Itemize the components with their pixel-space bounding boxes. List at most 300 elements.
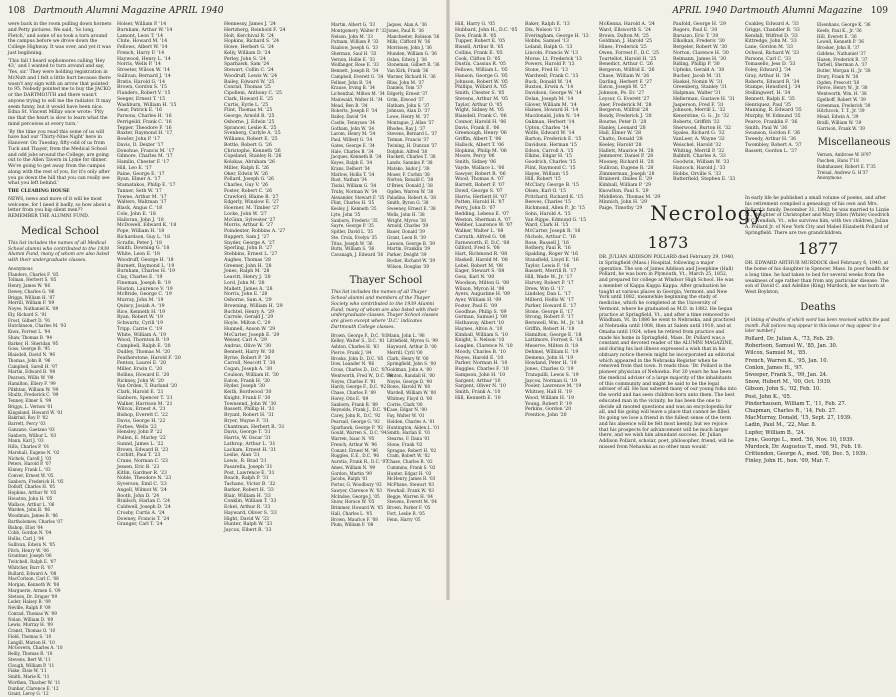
contributor-name: Stevens, Bernard L. '37 <box>387 131 438 137</box>
contributor-name: Parsons, Carl C. '33 <box>745 56 791 62</box>
contributor-name: Davidson, George W. '14 <box>525 91 582 96</box>
contributor-name: Locke, John W. '27 <box>224 211 267 217</box>
contributor-name: Cross, Charles D., D.C. '87 <box>331 367 388 372</box>
contributor-name: Hamilton, George E. '18 <box>525 332 582 338</box>
contributor-name: Manchester, Robison '36 <box>387 33 440 39</box>
contributor-name: Haywood, Henry L. '14 <box>117 56 171 62</box>
contributor-name: Poindexter, Robbins A. '27 <box>224 229 286 234</box>
contributor-name: Mead, Edwin A. '39 <box>817 114 859 119</box>
contributor-name: Dix, Nelson '13 <box>525 27 561 33</box>
contributor-name: Drury, Frank W. '38 <box>817 73 859 79</box>
contributor-name: Carruth, Alfred G. '08 <box>455 234 506 240</box>
contributor-name: Coakley, Edward A. '33 <box>745 22 799 27</box>
contributor-name: Keeley, Harold '28 <box>599 142 642 148</box>
contributor-name: Warner, Richard H. '36 <box>387 73 436 79</box>
contributor-name: Pollard, Joseph G. '26 <box>224 177 274 183</box>
contributor-name: Bourne, Peter D. '28 <box>599 119 647 125</box>
miscellaneous-name: Vernon, Ambrose W. H'97 <box>817 152 872 158</box>
contributor-name: Pierce, Henry W., Jr. '38 <box>817 85 868 91</box>
contributor-name: Woodruff, George H. '18 <box>117 257 174 263</box>
contributor-name: Hollis, Carl J. '04 <box>8 536 44 541</box>
contributor-name: Washburn, William H. '15 <box>117 102 177 108</box>
contributor-name: Larom, Henry M. '34 <box>331 131 376 137</box>
contributor-name: Bryant, Robert H. '31 <box>224 413 275 418</box>
contributor-name: Lewis, Murray H. '09 <box>8 622 53 628</box>
obituary-pollard-continued: In early life he published a small volume of poems, and after his retirement compiled a genealogy of his own and Mrs. Pollard's family. December 31, 1882, he was married to Lizzie M., daughter of Christopher and Mary Ellen (White) Goodrich of Cavendish, Vt., who survives him, with two children, Julian A. Pollard Jr. of New York City and Mabel Elizabeth Pollard of Springfield. There are two grandchildren. <box>745 196 890 236</box>
contributor-name: Taylor, Arthur O. '05 <box>455 102 503 108</box>
contributor-name: Coulson, William H. '30 <box>224 372 279 378</box>
contributor-name: Fenn, Harry '05 <box>387 516 421 522</box>
contributor-name: Buchtel, Henry A. '29 <box>224 309 275 315</box>
contributor-name: Bennett, Ralph E. '35 <box>745 96 795 102</box>
contributor-name: Reynolds, Frank J., D.C. '91 <box>331 407 390 413</box>
contributor-name: Leslie, Alan '31 <box>224 453 260 459</box>
contributor-name: Smith, Byron G. '38 <box>387 200 429 206</box>
contributor-name: Bondy, Frederick J. '28 <box>599 114 652 119</box>
contributor-name: Foster, Paul E. '09 <box>455 303 498 309</box>
contributor-name: Harvey, Robert P. '17 <box>525 280 574 286</box>
contributor-name: Sanborn, Frederick H. '05 <box>8 478 64 484</box>
contributor-name: Kingsland, Howard W. '01 <box>8 409 63 415</box>
contributor-name: Cobb, Gordon N. '04 <box>8 530 52 536</box>
contributor-name: Riding, Phillip P. '30 <box>673 62 720 68</box>
contributor-name: Morrissey, John J. '36 <box>387 45 432 50</box>
year-heading-1877: 1877 <box>797 239 839 259</box>
contributor-name: Nichols, Caroll J. '03 <box>8 455 52 461</box>
death-entry: Wilcox, Samuel M., '85. <box>745 350 808 357</box>
contributor-name: Glover, William M. '14 <box>525 102 577 108</box>
contributor-name: Martin, Edward B. '98 <box>8 369 56 375</box>
contributor-name: Jones, Ralph M. '28 <box>224 269 270 275</box>
contributor-name: Bowler, John P. '17 <box>117 137 161 142</box>
contributor-name: Cook, Clifton D. '05 <box>455 56 501 62</box>
miscellaneous-name: Anonymous <box>817 175 842 181</box>
contributor-name: Lamont, Leon T. '14 <box>117 33 164 39</box>
contributor-name: Everingham, George H. '13 <box>525 33 589 39</box>
contributor-name: McGinn, Sylvester '27 <box>224 217 276 223</box>
right-column-d <box>673 22 741 183</box>
contributor-name: Oker, Edwin W. '26 <box>224 171 268 177</box>
contributor-name: Hill, Robert '15 <box>525 177 561 183</box>
contributor-name: Wallace, Arthur L. '06 <box>8 501 55 507</box>
contributor-name: Oslan, Edwin J. '36 <box>387 56 427 62</box>
contributor-name: Wood, Thornton B. '19 <box>117 338 170 344</box>
contributor-name: Hanson, George G. '05 <box>455 73 508 79</box>
contributor-name: Bishop, Eliot '04 <box>8 524 43 530</box>
contributor-name: Moody, Charles B. '10 <box>455 349 506 355</box>
contributor-name: Flanders, Charles F. '85 <box>8 271 59 277</box>
contributor-name: Townsend, John W. '30 <box>224 401 277 407</box>
contributor-name: Brooker, John R. '37 <box>817 45 860 50</box>
contributor-name: Schwartz, Cyrill '19 <box>117 321 164 326</box>
contributor-name: Goldman, J. Harold '25 <box>599 39 652 45</box>
contributor-name: Pearsall, George G. '92 <box>331 418 380 424</box>
contributor-name: Burnham, Charles H. '19 <box>117 269 175 275</box>
contributor-name: Rust, Nathan '34 <box>331 177 367 183</box>
contributor-name: Carey, John R., D.C. '92 <box>331 413 381 418</box>
contributor-name: Fay, Walter W. '01 <box>387 413 425 418</box>
contributor-name: Hills, Charles P. '01 <box>8 444 50 449</box>
contributor-name: Ayer, William H. '09 <box>455 298 502 303</box>
contributor-name: Warren, Isaac N. '95 <box>331 436 375 441</box>
contributor-name: Upfeiks, Gerald A. '30 <box>673 68 725 73</box>
contributor-name: Hamilton, Ellery F. '99 <box>8 380 56 386</box>
contributor-name: Haynes, Alton A. '10 <box>455 326 503 332</box>
contributor-name: Granger, Carl T. '24 <box>117 522 163 528</box>
contributor-name: Hazen, Frederick R. '37 <box>817 56 868 62</box>
contributor-name: Stewart, Collin C. '24 <box>224 68 274 73</box>
contributor-name: Kesley, J. Kenneth '35 <box>331 206 377 211</box>
contributor-name: Morse, Lt. Frederick '13 <box>525 56 582 62</box>
contributor-name: Fineman, Joseph B. '19 <box>117 280 171 286</box>
contributor-name: Gear, Patrick E. '16 <box>117 108 163 114</box>
contributor-name: Howe, Herbert G. '24 <box>224 45 274 50</box>
contributor-name: Macdonald, John N. '14 <box>525 114 580 119</box>
contributor-name: Peters, Harold P. '07 <box>8 461 52 467</box>
contributor-name: Ames, William N. '99 <box>331 464 376 470</box>
contributor-name: Lathrop, Arthur L. '31 <box>224 441 276 447</box>
contributor-name: Sampson, John H. '10 <box>455 372 506 378</box>
contributor-name: Sayre, George P. '35 <box>331 223 374 229</box>
contributor-name: Hardy, George F., D.C. '92 <box>331 384 387 390</box>
contributor-name: Hellerman, Gustave H. '31 <box>673 96 735 102</box>
contributor-name: Miller, Erwin C. '20 <box>117 367 163 372</box>
death-entry: French, Warren K., '95, Jan. 10. <box>745 357 829 364</box>
contributor-name: Jones, Paul R. '36 <box>387 27 424 33</box>
contributor-name: Lowell, Kenneth P. '36 <box>817 39 864 45</box>
contributor-name: Smith, Paul W. '36 <box>745 125 788 131</box>
contributor-name: Flint, Raymond C. '15 <box>525 165 576 171</box>
contributor-name: Sprague, Robert H. '02 <box>387 447 437 453</box>
contributor-name: Egelhoff, Robert W. '39 <box>817 96 866 102</box>
contributor-name: Merrill, Cyril '00 <box>387 349 423 355</box>
contributor-name: Dewey, Charles G. '86 <box>8 288 55 294</box>
right-page-number: 109 <box>870 6 888 16</box>
contributor-name: Burnham, Arthur W. '14 <box>117 27 173 33</box>
contributor-name: Stevens, Bert W. '11 <box>8 656 51 662</box>
contributor-name: Conrad, Thomas '25 <box>224 85 271 91</box>
contributor-name: Stansfield, Lloyd E. '16 <box>525 257 579 263</box>
contributor-name: Andrus, Olive W. '30 <box>224 344 272 349</box>
contributor-name: Parsons, Charles H. '16 <box>117 114 172 119</box>
contributor-name: Bucher, Jacob M. '31 <box>673 73 722 79</box>
contributor-name: Christophe, Kenneth '26 <box>224 148 281 154</box>
year-heading-1873: 1873 <box>647 233 689 252</box>
thayer-school-heading: Thayer School <box>349 275 423 287</box>
intro-paragraph: were back in the room pulling down hornets and Petty pictures. We said, 'So long, Fletch,' and some of us took a turn around the campus before we drove down the College Highway. It was over, and yet it was just beginning. <box>8 22 112 56</box>
contributor-name: Taylor, Lewis F. '16 <box>525 263 570 269</box>
contributor-name: Stetson, Dr. Draper '09 <box>8 593 58 599</box>
contributor-name: Angell, Wilmot W. '24 <box>117 487 167 493</box>
contributor-name: Smith, Sidney '06 <box>455 160 497 165</box>
contributor-name: Weiser, Carl A. '29 <box>224 338 267 344</box>
death-entry: Gibson, John S., '02, Feb. 10. <box>745 386 821 393</box>
contributor-name: Burnett, Raymond L. '19 <box>117 263 175 269</box>
contributor-name: Griggs, Chandler B. '33 <box>745 27 800 33</box>
contributor-name: Bennett, Joseph R. '34 <box>331 68 379 73</box>
contributor-name: Goodwin, William W. '33 <box>673 160 730 165</box>
contributor-name: Lincoln, Francis W. '13 <box>525 50 579 56</box>
contributor-name: Pooler, Lawrence M. '19 <box>525 384 582 390</box>
contributor-name: Shultz, Frederick C. '99 <box>8 392 59 398</box>
contrib-list-3 <box>331 22 385 269</box>
contributor-name: Stone, Frank '02 <box>387 441 423 447</box>
death-entry: Lupfer, William B., '24. <box>745 429 806 436</box>
contributor-name: Gorman, Samuel J. '09 <box>455 315 507 321</box>
contributor-name: O'Brien, Donald J. '38 <box>387 183 433 188</box>
contributor-name: Hobbs, Samuel '13 <box>525 39 569 45</box>
contributor-name: Ogden, Prescott '38 <box>817 79 860 85</box>
contributor-name: Butler, Morgan H., Jr. '38 <box>817 68 871 73</box>
contributor-name: Littlefield, Myron G. '99 <box>387 338 438 344</box>
contributor-name: Eaton, Joseph W. '27 <box>599 85 647 91</box>
contributor-name: Twombley, Robert A. '37 <box>745 142 802 148</box>
contributor-name: Demeno, John H. '19 <box>525 355 574 361</box>
contributor-name: Young, Robert P. '19 <box>525 401 572 407</box>
contributor-name: Nichols, Arthur C. '16 <box>525 234 576 240</box>
contributor-name: Munden, William G. '36 <box>387 50 437 56</box>
contributor-name: Collins, Frank E. '05 <box>455 50 503 56</box>
contributor-name: Ste. Croix, Evelyn '35 <box>331 234 377 240</box>
contributor-name: Seeger, Ernest T. '15 <box>117 96 166 102</box>
contributor-name: Whitcher, Burr R. '07 <box>8 564 54 570</box>
death-entry: Sweeper, Frank S., '99, Jan. 24. <box>745 372 828 379</box>
contributor-name: Roach, Ralph P. '31 <box>224 476 269 482</box>
contributor-name: Ogden, Warren W. '38 <box>387 188 434 194</box>
contributor-name: Prentice, John '20 <box>525 413 567 418</box>
contributor-name: Holden, Charles A. '01 <box>387 418 435 424</box>
contributor-name: Post, Lawrence E. '31 <box>224 470 275 476</box>
contributor-name: Clough, William P. '11 <box>8 662 55 668</box>
contributor-name: Hallock, Albert T. '06 <box>455 142 505 148</box>
contributor-name: Olsen, Karl O. '15 <box>525 188 567 194</box>
contributor-name: Blaisdell, Frank C. '06 <box>455 114 507 119</box>
contributor-name: Browning, William H. '29 <box>224 303 283 309</box>
contributor-name: Daniels, Tom '37 <box>387 85 423 91</box>
contributor-name: Conver, Ernest W. '05 <box>8 472 54 478</box>
contributor-name: Campbell, Ralph E. '20 <box>117 344 171 349</box>
contributor-name: Webber, Laurence W. '07 <box>455 223 513 229</box>
contributor-name: Matsko, Isidor J. '38 <box>387 165 430 171</box>
contributor-name: Pullen, E. Marley '22 <box>117 436 166 441</box>
contributor-name: Plum, William F. '08 <box>331 522 374 528</box>
contributor-name: Hallett, Maurice M. '28 <box>599 148 654 154</box>
contributor-name: Cranst, Thomas O. '10 <box>8 628 56 633</box>
contributor-name: Oakman, Herbert '14 <box>525 119 575 125</box>
contributor-name: Wentworth, Wm. H. '38 <box>817 91 867 96</box>
contributor-name: Bauer, Donald '39 <box>387 229 425 234</box>
contributor-name: Tarbell, Sherman A. '37 <box>817 62 868 68</box>
contributor-name: Howland, Peter H. '19 <box>525 361 577 367</box>
contributor-name: White, Leon E. '18 <box>117 252 160 257</box>
contributor-name: Krans, Delbert '34 <box>331 165 370 171</box>
contributor-name: Tourtellot, Harold H. '25 <box>599 56 657 62</box>
contributor-name: Lyte, John '35 <box>331 211 361 217</box>
left-column-3 <box>224 22 326 600</box>
contributor-name: Stevens, Everett M. '04 <box>387 499 437 505</box>
contributor-name: Van Orden, T. Burland '20 <box>117 384 178 390</box>
contributor-name: Rickney, John W. '20 <box>117 378 164 384</box>
contributor-name: Hall, Charles L. '05 <box>331 510 373 516</box>
contributor-name: Crawford, Blaine B. '27 <box>224 194 279 200</box>
right-column-c <box>599 22 669 211</box>
contributor-name: Davis, Frank E. '06 <box>455 125 500 131</box>
contributor-name: Corbitt, Paul T. '23 <box>117 453 161 459</box>
contributor-name: Marguerie, Armen S. '09 <box>8 587 61 593</box>
contributor-name: Hennessy, James J. '24 <box>224 22 276 27</box>
contributor-name: Tupper, Robert E. '05 <box>455 39 506 45</box>
contributor-name: Briggs, L. Vernon '01 <box>8 403 53 409</box>
contributor-name: Noble, Theodore N. '23 <box>117 476 172 482</box>
contributor-name: Grant, Leon B. '39 <box>387 234 426 240</box>
contributor-name: Sawyer, Clarence W. '03 <box>331 487 383 493</box>
contributor-name: Jessen, Eric B. '23 <box>117 464 160 470</box>
contributor-name: Gilford, Fred S. '08 <box>455 246 500 252</box>
contributor-name: Lacham, Ernest H. '31 <box>224 447 277 453</box>
contributor-name: Sprancer, Leslie K. '25 <box>224 125 277 131</box>
contributor-name: Gilmore, Charles M. '17 <box>117 154 173 160</box>
contributor-name: Paige, Timothy '29 <box>599 206 643 211</box>
contributor-name: Sanborn, Spencer T. '21 <box>117 395 173 401</box>
contributor-name: Edson, Carroll A. '15 <box>525 148 574 154</box>
contributor-name: Hoyle, Milton C. '29 <box>224 321 271 326</box>
contributor-name: Keefe, Paul K., Jr. '36 <box>817 27 862 33</box>
contributor-name: Hubbard, John H., D.C. '05 <box>455 27 518 33</box>
contributor-name: Lowe, Henry M. '37 <box>387 114 429 119</box>
contributor-name: Jacobs, Ralph '01 <box>331 476 368 482</box>
contributor-name: Castle, Tennyson '34 <box>331 119 375 125</box>
contributor-name: Sparhawk, Sam '24 <box>224 62 270 68</box>
contributor-name: Hayes, William '15 <box>525 171 569 177</box>
contributor-name: Van Rippe, Edmund G. '15 <box>525 217 587 223</box>
contributor-name: Haines, Howard H. '14 <box>525 108 579 114</box>
contributor-name: Springfield, John S. '00 <box>387 361 437 367</box>
contributor-name: Smith, Downing G. '18 <box>117 246 170 252</box>
contrib-list-4 <box>387 22 441 269</box>
contributor-name: Wardell, William W. '00 <box>387 390 437 395</box>
contributor-name: Smith, Marie K. '11 <box>8 674 50 679</box>
contributor-name: Lebel, Robert M. '08 <box>455 263 503 269</box>
contributor-name: Conant, Ernest M. '96 <box>331 447 378 453</box>
contributor-name: Harris, W. Oscar '31 <box>224 436 271 441</box>
contributor-name: Brooks, John D., D.C. '85 <box>331 355 384 361</box>
contributor-name: Tisman, Francis '37 <box>387 137 429 142</box>
contributor-name: Hines, Frederick '25 <box>599 45 647 50</box>
contributor-name: Woodson, Milton G. '08 <box>455 280 510 286</box>
contributor-name: Whitney, Floyd O. '00 <box>387 395 433 401</box>
contributor-name: Strong, Robert F. '17 <box>525 315 574 321</box>
contributor-name: Arnold, Charles '39 <box>387 223 429 229</box>
contributor-name: Connor, Harold H. '06 <box>455 119 507 125</box>
clearing-house-label: THE CLEARING HOUSE <box>8 189 70 194</box>
deaths-heading: Deaths <box>800 301 836 313</box>
contributor-name: Porter, G. Woodbury '03 <box>331 482 382 487</box>
contributor-name: Svenberg, Carlyle A. '25 <box>224 131 281 137</box>
contributor-name: Hutchinson, Charles M. '93 <box>8 323 67 329</box>
contributor-name: Montague, J. Allan '37 <box>387 119 434 125</box>
contributor-name: Walters, Waltman '17 <box>117 200 167 206</box>
contributor-name: Flint, Charles H. '35 <box>331 200 375 206</box>
contributor-name: Murray, John M. '19 <box>117 298 164 303</box>
contributor-name: Sherwood, Burton H. '32 <box>673 125 731 131</box>
contributor-name: Keith, Bordwood '30 <box>224 390 272 395</box>
contributor-name: Hight, David W. '33 <box>224 516 269 522</box>
death-entry: Murdock, Dr. Augustus T., med. '91, Feb. 19. <box>745 444 863 451</box>
contributor-name: Regge, Warren H. '04 <box>387 493 433 499</box>
contributor-name: Brailsch, Harlan C. '24 <box>117 499 171 505</box>
contributor-name: Moore, Percy '06 <box>455 154 495 160</box>
contributor-name: Butterfield, Stephen E. '33 <box>673 177 736 183</box>
contributor-name: Edgerly, Winslow E. '27 <box>224 200 279 206</box>
contributor-name: White, William A. '19 <box>117 332 167 338</box>
contributor-name: McHenry, James R. '03 <box>387 476 436 482</box>
contributor-name: Knight, S. Nelson '10 <box>455 338 505 344</box>
contributor-name: Case, Edgar N. '00 <box>387 407 427 413</box>
contributor-name: Featherstone, Harold F. '20 <box>117 355 181 361</box>
contributor-name: Stampe, Hensford J. '34 <box>745 85 801 91</box>
contributor-name: Stone, Fred H. '13 <box>525 68 568 73</box>
contributor-name: Mallett, James A. '28 <box>224 286 273 292</box>
contributor-name: Henry, James W. '86 <box>8 283 51 288</box>
contributor-name: Hart, Richmond R. '08 <box>455 252 508 257</box>
contributor-name: Bliss, John M. '37 <box>387 79 425 85</box>
contributor-name: Roberts, Edward R. '34 <box>745 79 800 85</box>
contributor-name: Twitchell, Ralph E. '07 <box>8 559 57 564</box>
contributor-name: Parker, Howard E. '17 <box>525 303 577 309</box>
contributor-name: Clute, Howard M. '14 <box>117 39 168 45</box>
contributor-name: Kittredge, John M. '33 <box>745 39 797 45</box>
contributor-name: Baruzzo, Eric T. '30 <box>673 33 719 39</box>
contributor-name: Cavanagh, J. Edward '36 <box>331 252 384 257</box>
contributor-name: Rhodes, Ray J. '37 <box>387 125 426 131</box>
contributor-name: Hyder, Joseph '30 <box>224 384 266 390</box>
medical-school-list <box>8 266 112 697</box>
contributor-name: Vayde, Wallace L. '06 <box>455 165 505 171</box>
contributor-name: Kenerstine, G. G., Jr. '32 <box>673 114 730 119</box>
contributor-name: Haskel, Nomin W. '31 <box>673 79 723 85</box>
death-entry: Pinderhausen, William T., '11, Feb. 27. <box>745 400 847 407</box>
contributor-name: Zimmerman, Joseph '28 <box>599 171 655 177</box>
contributor-name: Cipolleni, Anthony C. '25 <box>224 91 282 96</box>
contributor-name: Roberts, Griffith '32 <box>673 119 720 125</box>
contributor-name: Patten, Harold H. '07 <box>455 200 505 206</box>
contributor-name: Van Kirk, Frank '36 <box>387 68 429 73</box>
contributor-name: Warden, John B. '06 <box>8 507 51 513</box>
contributor-name: Miller, Ralph E. '26 <box>224 165 269 171</box>
contributor-name: Wilson, Myron H. '08 <box>455 286 505 292</box>
contributor-name: Gray, Arthur H. '34 <box>745 73 790 79</box>
contributor-name: Sunnd, James L. '22 <box>117 441 164 447</box>
contributor-name: Alexander, Stewart F. '35 <box>331 194 385 200</box>
contributor-name: Davis, George T. '31 <box>224 430 271 436</box>
contributor-name: Lattimore, Forrest S. '18 <box>525 338 583 344</box>
obituary-murdock: DR. EDWARD ARTHUR MURDOCK died February 6, 1940, at the home of his daughter in Spencer, Mass. In poor health for a long time, he had taken to bed for several weeks from the weakness of age rather than from any particular disease. The son of David C. and Adeline (King) Murdock, he was born at West Boylston, <box>745 261 889 295</box>
contributor-name: Ward, Ellsworth S. '24 <box>599 27 651 33</box>
contributor-name: Leland, Ralph G. '13 <box>525 45 573 50</box>
contributor-name: MacCorison, Carl C. '08 <box>8 576 59 582</box>
contributor-name: McIndoe, George J. '05 <box>331 493 380 499</box>
necrology-heading: Necrology <box>650 201 764 225</box>
contributor-name: Campbell, Everett G. '34 <box>331 73 384 79</box>
contributor-name: Gotham, John W. '34 <box>331 125 375 131</box>
contributor-name: Thomas, John B. '96 <box>8 357 51 363</box>
contributor-name: Mills, Clifford W. '36 <box>387 39 431 45</box>
contributor-name: Raabow, Joseph G. '33 <box>331 45 379 50</box>
death-entry: Pollard, Dr. Julian A., '73, Feb. 29. <box>745 336 835 342</box>
death-entry: Conlon, James H., '97. <box>745 364 804 371</box>
contributor-name: Wilcox, Ernest A. '21 <box>117 407 166 413</box>
contributor-name: Chantman, Herbert R. '31 <box>224 424 285 430</box>
